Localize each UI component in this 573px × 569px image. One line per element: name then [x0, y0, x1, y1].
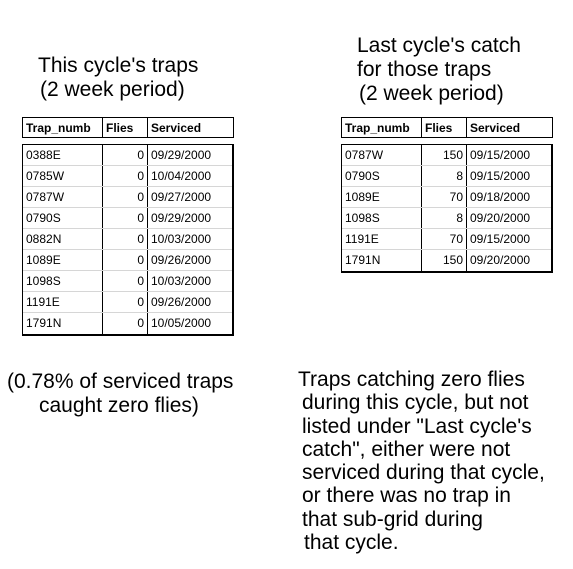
trap-number-cell: 1098S — [342, 208, 422, 228]
serviced-cell: 09/18/2000 — [470, 190, 531, 204]
note-line: caught zero flies) — [39, 394, 199, 417]
table-row — [23, 292, 232, 313]
this-cycle-heading — [38, 54, 198, 102]
table-row — [342, 208, 551, 229]
serviced-cell: 09/15/2000 — [470, 232, 531, 246]
serviced-cell: 10/03/2000 — [151, 232, 212, 246]
trap-number-cell: 0882N — [23, 229, 103, 249]
flies-cell: 0 — [103, 208, 148, 228]
table-row — [342, 187, 551, 208]
trap-number-cell: 1089E — [23, 250, 103, 270]
last-cycle-heading — [357, 34, 521, 106]
column-header-flies: Flies — [422, 118, 467, 137]
column-header-flies: Flies — [103, 118, 148, 137]
flies-cell: 8 — [422, 208, 467, 228]
column-header-trap-number: Trap_numb — [23, 118, 103, 137]
flies-cell: 0 — [103, 166, 148, 186]
column-header-trap-number: Trap_numb — [342, 118, 422, 137]
heading-line: Last cycle's catch — [357, 34, 521, 57]
zero-catch-percentage-note — [7, 370, 233, 418]
this-cycle-table — [22, 117, 234, 336]
serviced-cell: 09/20/2000 — [470, 253, 531, 267]
note-line: that sub-grid during — [302, 507, 483, 531]
table-row — [342, 229, 551, 250]
note-line: or there was no trap in — [302, 484, 511, 508]
flies-cell: 150 — [422, 250, 467, 271]
table-row — [23, 229, 232, 250]
trap-number-cell: 1098S — [23, 271, 103, 291]
trap-number-cell: 0790S — [23, 208, 103, 228]
heading-line: (2 week period) — [359, 82, 504, 105]
note-line: listed under "Last cycle's — [302, 414, 532, 438]
serviced-cell: 09/15/2000 — [470, 169, 531, 183]
trap-number-cell: 0787W — [342, 145, 422, 165]
flies-cell: 0 — [103, 313, 148, 334]
table-row — [23, 208, 232, 229]
table-body — [341, 144, 553, 273]
table-row — [342, 250, 551, 271]
flies-cell: 150 — [422, 145, 467, 165]
serviced-cell: 09/26/2000 — [151, 253, 212, 267]
serviced-cell: 10/05/2000 — [151, 316, 212, 330]
column-header-serviced: Serviced — [151, 121, 202, 135]
flies-cell: 8 — [422, 166, 467, 186]
table-row — [23, 271, 232, 292]
table-row — [342, 166, 551, 187]
heading-line: for those traps — [357, 58, 492, 81]
flies-cell: 0 — [103, 292, 148, 312]
serviced-cell: 09/20/2000 — [470, 211, 531, 225]
heading-line: (2 week period) — [40, 78, 185, 101]
trap-number-cell: 0388E — [23, 145, 103, 165]
table-row — [23, 313, 232, 334]
heading-line: This cycle's traps — [38, 54, 199, 77]
serviced-cell: 09/29/2000 — [151, 148, 212, 162]
table-body — [22, 144, 234, 336]
explanation-note — [298, 368, 545, 554]
note-line: serviced during that cycle, — [302, 461, 545, 485]
flies-cell: 0 — [103, 145, 148, 165]
flies-cell: 0 — [103, 229, 148, 249]
note-line: during this cycle, but not — [302, 391, 529, 415]
flies-cell: 0 — [103, 187, 148, 207]
table-header — [341, 117, 553, 138]
flies-cell: 70 — [422, 229, 467, 249]
note-line: (0.78% of serviced traps — [7, 370, 234, 393]
table-row — [342, 145, 551, 166]
trap-number-cell: 1791N — [342, 250, 422, 271]
trap-number-cell: 0790S — [342, 166, 422, 186]
trap-number-cell: 1089E — [342, 187, 422, 207]
serviced-cell: 09/15/2000 — [470, 148, 531, 162]
trap-number-cell: 0787W — [23, 187, 103, 207]
serviced-cell: 09/27/2000 — [151, 190, 212, 204]
serviced-cell: 09/26/2000 — [151, 295, 212, 309]
trap-number-cell: 0785W — [23, 166, 103, 186]
column-header-serviced: Serviced — [470, 121, 521, 135]
serviced-cell: 10/03/2000 — [151, 274, 212, 288]
table-row — [23, 187, 232, 208]
note-line: Traps catching zero flies — [298, 368, 525, 391]
trap-number-cell: 1191E — [342, 229, 422, 249]
serviced-cell: 10/04/2000 — [151, 169, 212, 183]
table-row — [23, 145, 232, 166]
flies-cell: 0 — [103, 271, 148, 291]
trap-number-cell: 1791N — [23, 313, 103, 334]
flies-cell: 0 — [103, 250, 148, 270]
table-row — [23, 250, 232, 271]
last-cycle-table — [341, 117, 553, 273]
flies-cell: 70 — [422, 187, 467, 207]
table-header — [22, 117, 234, 138]
note-line: catch", either were not — [302, 437, 511, 461]
serviced-cell: 09/29/2000 — [151, 211, 212, 225]
trap-number-cell: 1191E — [23, 292, 103, 312]
note-line: that cycle. — [304, 531, 399, 555]
table-row — [23, 166, 232, 187]
